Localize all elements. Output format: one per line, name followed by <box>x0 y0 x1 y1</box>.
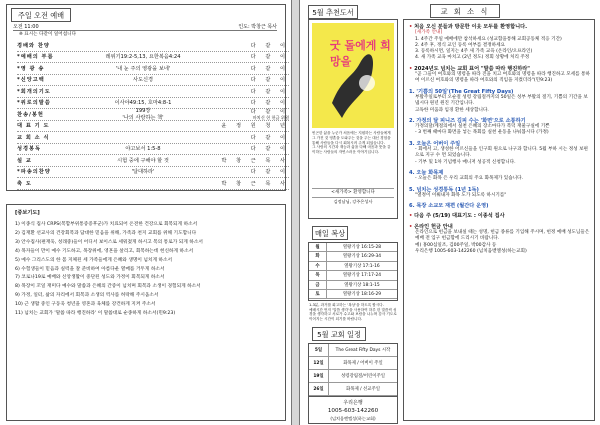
bible-passage: 열왕기상 16:15-28 <box>342 245 382 250</box>
news-line: 3. 등록하시면, 일지는 4주 새 가족 교육 (온라인/오프라인) <box>415 49 533 55</box>
order-detail-line: 시험 중에 구해야 할 것 <box>117 157 169 164</box>
order-performer-line: 다 같 이 <box>250 54 289 61</box>
news-item <box>409 118 591 137</box>
bible-passage: 열왕기상 18:16-29 <box>342 291 382 297</box>
order-item: *예배의 부름 <box>17 54 54 61</box>
schedule-row <box>309 370 397 383</box>
schedule-row <box>309 383 397 396</box>
news-line: 고독한 미움과 임경 환한 세상합니다. <box>415 107 489 113</box>
prayer-item: 1) 이종식 집사 CRPS(복합부위통증증후군)가 치료되어 온전한 건강으로 회복되게 하소서 <box>15 222 198 227</box>
worship-time: 오전 11:00 <box>13 24 39 30</box>
order-performer-line: 박 창 근 목 사 <box>221 157 289 164</box>
order-detail <box>75 168 211 175</box>
order-performer-line: 다 같 이 <box>250 65 289 72</box>
news-item <box>409 213 591 219</box>
news-line: 우리은행 1005-603-142260 (넘치움벧엘성(하는교회) <box>415 248 527 254</box>
schedule-event: 성령강림절/어린이주일 <box>341 374 385 379</box>
order-row <box>17 63 289 75</box>
order-detail <box>75 76 211 83</box>
bible-day: 월 <box>309 243 327 251</box>
news-heading-text: 2. 가정의 달 피니즈 김피 수는 '화면'으로 소통하기 <box>409 117 526 124</box>
order-performer <box>211 76 289 83</box>
order-item: *회개의기도 <box>17 88 51 95</box>
schedule-row <box>309 357 397 370</box>
order-item: *영 광 송 <box>17 65 45 72</box>
news-line: "곧 그들이 여호와의 명령을 따라 진을 치고 여호와의 명령을 따라 행진하고 모세를 통하여 이르신 여호와의 명령을 따라 여호와의 직임을 지켰더라"(민9:23) <box>415 72 590 84</box>
news-heading-text: 다음 주 (5/19) 대표기도 : 이종석 집사 <box>414 213 505 220</box>
prayer-title: [중보기도] <box>15 210 40 216</box>
bible-note-line: 1-3분, 과거를 회고하는 '복상'을 하도록 합시다. <box>309 303 384 307</box>
bible-passage: 열왕기상 17:17-24 <box>342 273 382 279</box>
order-row <box>17 109 289 121</box>
order-item: *위로의말씀 <box>17 100 51 107</box>
order-performer-line: 마치신 헌 헌금 위원 <box>252 114 289 120</box>
news-heading <box>409 203 591 209</box>
prayer-item: 10) 근 생활 중인 구동욱 청년을 영혼과 육체를 강건하게 지켜 주소서 <box>15 302 156 308</box>
order-detail <box>75 145 211 152</box>
news-heading <box>409 213 591 219</box>
order-row <box>17 75 289 87</box>
prayer-panel <box>6 204 286 421</box>
schedule-event: 화목제 / 선교주일 <box>346 387 380 392</box>
order-performer <box>211 53 289 60</box>
bullet-icon: • <box>409 213 415 220</box>
schedule-event: 화목제 / 어버이 주일 <box>343 361 383 366</box>
worship-order-panel <box>6 4 289 191</box>
order-item: 설 교 <box>17 157 32 164</box>
order-item: 대 표 기 도 <box>17 123 50 130</box>
schedule-header: 5월 교회 일정 <box>312 327 366 341</box>
prayer-item: 7) 코로나19로 예배와 신앙생활이 중단된 성도와 가정이 회복되게 하소서 <box>15 275 165 281</box>
news-heading-text: 6. 목장 소교모 재편 (월간다 운영) <box>409 203 489 210</box>
prayer-item: 3) 안수집사(편재욱, 성래중)들이 어디서 보이스로 세워졌게 하시고 복의 통로가 되게 하소서 <box>15 239 203 245</box>
order-performer <box>211 108 289 121</box>
worship-leader: 인도: 박창근 목사 <box>238 24 277 30</box>
order-detail <box>75 99 211 106</box>
prayer-item: 8) 목장이 꼬일 재미다 예수와 말씀과 은혜의 간증이 넘치며 회복과 소생이 경험되게 하소서 <box>15 284 201 290</box>
schedule-table <box>308 343 398 396</box>
news-heading-text: 1. '기쁨의 50일'(The Great Fifty Days) <box>409 88 514 95</box>
news-line: - 오늘은 화목 은 우리 교회의 주요 화목제가 있습니다. <box>415 176 523 182</box>
bible-day: 금 <box>309 281 327 289</box>
news-item <box>409 141 591 166</box>
left-page <box>0 0 292 425</box>
order-performer-line: 다 같 이 <box>250 169 289 176</box>
order-performer <box>211 168 289 175</box>
schedule-row <box>309 344 397 357</box>
bible-row <box>309 262 397 271</box>
news-line: - 회에서 고, 생성한 어르신들을 인구회 원으로 나구과 합니다. 5월 부하 시는 정성 보편으로 지구 수 면 되었습니다. <box>415 147 588 159</box>
news-line: - 기부 및 1차 기념행사 매니저 성공적 신청합니다. <box>415 159 516 165</box>
schedule-date: 19일 <box>309 370 329 382</box>
order-performer <box>211 157 289 164</box>
book-desc-line: 빈곤한 삶을 누군가 처음에는 지원하는 사람들에게 그 가진 것 영혼을 도와주는 것을 주는 대신 경험을 통해 사람들을 다시 회복시켜 주게 되었습니다. <box>312 131 391 145</box>
news-line: 부활주일로부터 오순절 성령 강림절까지의 50일은 성부 부활의 절기, 기쁨의 기간을 보냅시다 원년 원진 기간입니다. <box>415 94 588 107</box>
order-item: 교 회 소 식 <box>17 134 50 141</box>
bible-day: 목 <box>309 271 327 279</box>
news-line: 2. 4주 후, 정식 교인 등록 여부를 결정하세요 <box>415 42 505 48</box>
bible-note <box>309 303 397 322</box>
bullet-icon: • <box>409 24 415 30</box>
prayer-item: 4) 목자들이 만이 예수 기도하고, 목장위에, 영혼을 살리고, 회복하는데 헌신하게 하소서 <box>15 248 194 254</box>
news-item <box>409 203 591 209</box>
prayer-item: 2) 김재환 선교사의 건강회복과 담대한 믿음을 위해, 가족과 천지 교회를 위해 기도합니다 <box>15 230 197 236</box>
order-item: 경배와 찬양 <box>17 42 50 49</box>
order-detail-line: 사도신경 <box>132 77 154 84</box>
order-performer-line: 다 같 이 <box>250 88 289 95</box>
order-performer-line: 다 같 이 <box>250 108 289 115</box>
order-performer-line: 다 같 이 <box>250 134 289 141</box>
bible-passage: 열왕기상 18:1-15 <box>344 282 380 288</box>
order-detail <box>75 65 211 72</box>
news-heading-text: 4. 오늘 화목제 <box>409 169 444 176</box>
news-item <box>409 24 591 62</box>
news-item <box>409 89 591 114</box>
schedule-date: 5일 <box>309 344 329 356</box>
bible-rows <box>309 243 397 299</box>
order-row <box>17 167 289 179</box>
order-detail-line: '내 눈 주의 영광을 보네' <box>115 65 171 72</box>
order-item: 성경봉독 <box>17 146 42 153</box>
news-line: - 3 번째 때마다 화면을 넣는 목회를 실천 운동을 나눠봅시다 (가정) <box>415 130 549 136</box>
order-detail <box>75 157 211 164</box>
bible-row <box>309 243 397 252</box>
news-line: [새가족 안내] <box>415 30 443 36</box>
schedule-rows <box>309 344 397 396</box>
bible-row <box>309 290 397 299</box>
order-performer-line: 윤 정 원 청 년 <box>221 123 289 130</box>
prayer-list <box>15 221 281 319</box>
order-performer <box>211 99 289 106</box>
bible-row <box>309 252 397 261</box>
news-line: 4. 새 가족 교육 마치고 (2년 정도) 정회 상황에 처리 주정 <box>415 55 530 61</box>
news-heading-text: 2024년도 넘치는 교회 표어 "말씀 따라 행진하라" <box>414 65 530 72</box>
news-header: 교 회 소 식 <box>430 4 500 18</box>
news-item <box>409 170 591 183</box>
order-performer-line: 박 창 근 목 사 <box>221 180 289 187</box>
news-heading-text: 3. 오늘은 어버이 주일 <box>409 140 461 147</box>
bank-box <box>308 396 398 424</box>
order-performer-line: 다 같 이 <box>250 42 289 49</box>
news-item <box>409 187 591 200</box>
news-list <box>409 24 591 259</box>
bank-owner: (넘치움벧엘성(하는교회) <box>330 416 376 421</box>
prayer-item: 5) 예수 그리스도의 한 몸 지체된 세 가족들에게 은혜와 생명이 넘치게 하소서 <box>15 257 173 263</box>
bible-row <box>309 271 397 280</box>
book-title: 굿 돌에게 희망을 <box>330 39 391 68</box>
bank-name: 우리은행 <box>343 400 363 406</box>
order-item: *신앙고백 <box>17 77 45 84</box>
order-row <box>17 52 289 64</box>
bible-note-line: 예배시간 먼저 '말씀 생각'을 사용하여 하루 한 말씀씩 성경을 생각하고 서로가 수고와 보람을 나누며 감사 기도로 이어지는 시간이 되기를 바랍니다. <box>309 307 397 322</box>
news-panel <box>403 19 595 421</box>
bible-passage: 열왕기상 17:1-16 <box>344 263 380 269</box>
bible-header: 매일 복상 <box>312 226 348 240</box>
bible-row <box>309 281 397 290</box>
order-performer <box>211 134 289 141</box>
order-performer <box>211 88 289 95</box>
order-row <box>17 144 289 156</box>
order-performer <box>211 145 289 152</box>
order-item: 축 도 <box>17 180 32 187</box>
order-row <box>17 40 289 52</box>
news-heading-text: 5. 넘치는 성경통독 (1년 1독) <box>409 186 479 193</box>
news-heading-text: 온라인 헌금 안내 <box>414 223 453 230</box>
prayer-item: 9) 가정, 일터, 삶의 자리에서 회복과 소생의 역사를 허락해 주시옵소서 <box>15 293 159 299</box>
news-item <box>409 66 591 85</box>
order-row <box>17 155 289 167</box>
book-desc-line: 그 사람의 시간과 재능과 삶을 다해 마음과 뜻을 같이하는 사람들의 자연스러운 이야기입니다. <box>312 145 391 155</box>
book-desc <box>312 131 394 155</box>
prayer-item: 11) 넘치는 교회가 '말씀 따라 행진하라' 이 말씀대로 순종하게 하소서(민9:23) <box>15 311 176 317</box>
order-detail-line: 레위기19:2-5,13, 요한복음4:24 <box>105 54 181 61</box>
right-page <box>299 0 600 425</box>
bible-day: 토 <box>309 290 327 298</box>
order-detail-line: '나의 사랑하는 책' <box>122 115 164 122</box>
order-performer <box>211 180 289 187</box>
worship-title: 주일 오전 예배 <box>11 8 71 22</box>
bible-table <box>308 242 398 301</box>
news-line: 예) 홍00십일조, 김00주일, 박00감사 등 <box>415 242 497 248</box>
order-detail-line: 이사야49:15, 호마4:8-1 <box>114 100 172 107</box>
order-row <box>17 178 289 190</box>
welcome-new: <새가족> 환영합니다 <box>312 188 394 198</box>
order-performer <box>211 65 289 72</box>
order-item: 찬송/봉헌 <box>17 111 44 118</box>
book-cover <box>312 23 394 128</box>
order-row <box>17 86 289 98</box>
prayer-item: 6) 수험생들이 믿음과 실력을 잘 준비하여 아름다운 열매를 거두게 하소서 <box>15 266 165 272</box>
order-detail <box>75 107 211 121</box>
schedule-event: The Great Fifty Days 시작 <box>335 348 391 353</box>
order-detail <box>75 53 211 60</box>
bullet-icon: • <box>409 223 415 230</box>
order-performer <box>211 42 289 49</box>
bible-passage: 열왕기상 16:29-34 <box>342 254 382 260</box>
bullet-icon: • <box>409 65 415 72</box>
order-row <box>17 132 289 144</box>
schedule-date: 26일 <box>309 383 329 395</box>
bible-day: 수 <box>309 262 327 270</box>
bank-account: 1005-603-142260 <box>327 408 379 414</box>
order-performer-line: 다 같 이 <box>250 146 289 153</box>
news-line: 온라인으로 헌금을 보내실 때는 성명, 헌금 종류를 기입해 주시며, 헌정 예배 성도님들은 예배 전 입구 헌금함에 드리시기 바랍니다. <box>415 230 590 242</box>
light-circle <box>359 75 375 91</box>
order-detail-line: 야고보서 1:5-8 <box>125 146 161 153</box>
news-line: 가정의달/계절의에서 실천 은혜의 장소마다가 복덕 재물구실에 기쁜 <box>415 124 550 130</box>
bible-day: 화 <box>309 252 327 260</box>
news-line: 1. 4주간 주일 예배에만 참석하세요 (성교함을통해 교회공동체 적응 기간) <box>415 36 562 42</box>
book-header: 5월 추천도서 <box>308 5 358 19</box>
order-performer <box>211 122 289 129</box>
news-item <box>409 224 591 255</box>
order-performer-line: 다 같 이 <box>250 77 289 84</box>
new-members: 김정남님, 강주은성사 <box>333 199 373 204</box>
stand-notice: ※ 표시는 다같이 일어섭니다 <box>19 32 77 37</box>
news-heading-text: 처음 오신 분들과 방문한 이웃 모두를 환영합니다. <box>414 24 528 30</box>
order-item: *파송의찬양 <box>17 169 51 176</box>
order-performer-line: 다 같 이 <box>250 100 289 107</box>
order-detail-line: '달대하라' <box>131 169 155 176</box>
book-panel <box>308 19 398 219</box>
order-row <box>17 121 289 133</box>
news-line: "열정이 이뤄내자 화목 도가 되도록 하시기를" <box>415 192 507 198</box>
order-detail-line: 199장 <box>135 108 151 115</box>
schedule-date: 12일 <box>309 357 329 369</box>
worship-meta <box>13 23 277 31</box>
